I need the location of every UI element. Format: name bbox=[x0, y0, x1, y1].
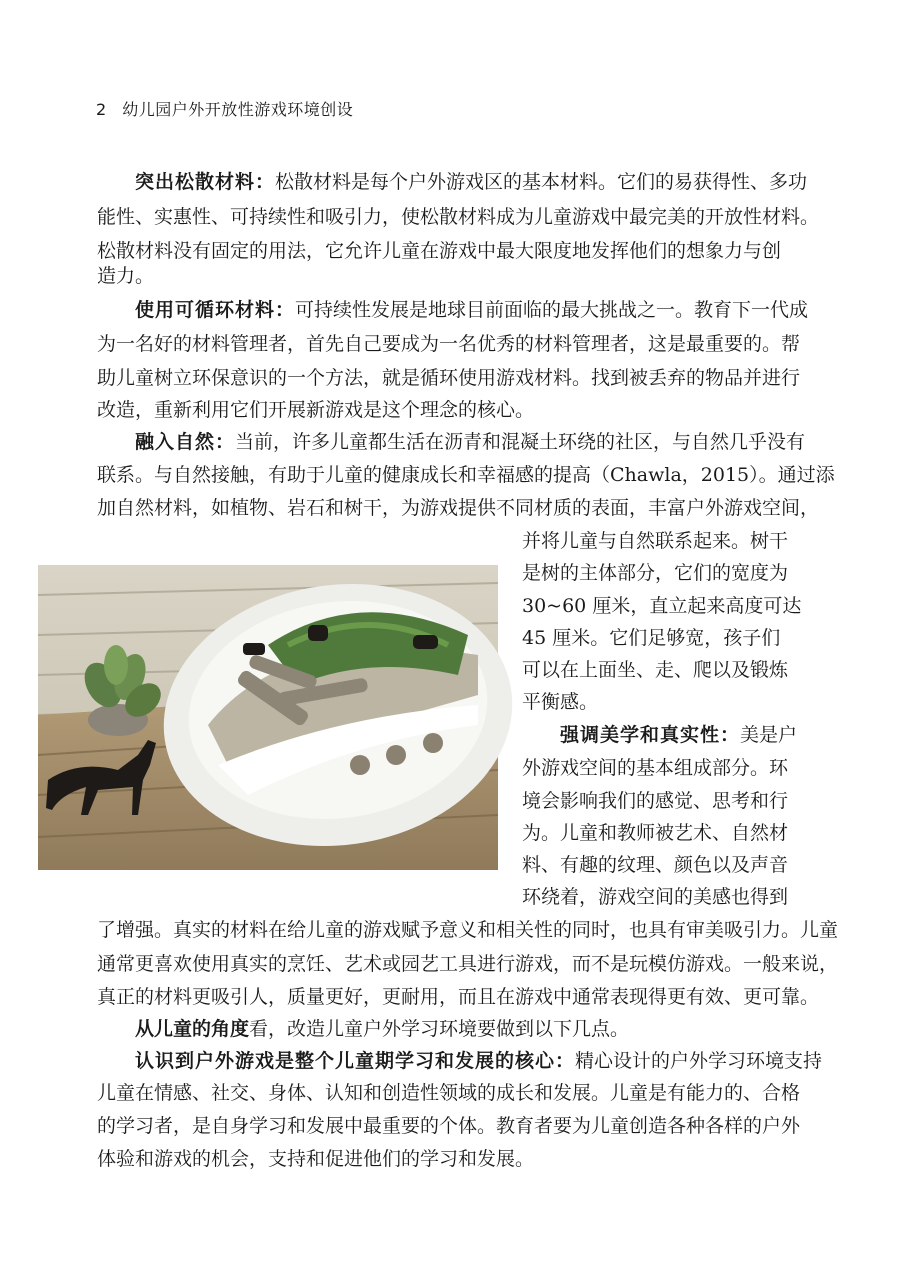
p3-line-2: 联系。与自然接触，有助于儿童的健康成长和幸福感的提高（Chawla，2015）。通过添 bbox=[97, 464, 835, 486]
p2-line-1: 使用可循环材料：可持续性发展是地球目前面临的最大挑战之一。教育下一代成 bbox=[135, 299, 809, 321]
p4-line-6: 环绕着，游戏空间的美感也得到 bbox=[522, 886, 789, 908]
p3-line-5: 是树的主体部分，它们的宽度为 bbox=[522, 562, 789, 584]
p2-keyword: 使用可循环材料： bbox=[135, 299, 296, 321]
p4-line-9: 真正的材料更吸引人，质量更好，更耐用，而且在游戏中通常表现得更有效、更可靠。 bbox=[97, 986, 820, 1008]
p4-line-4: 为。儿童和教师被艺术、自然材 bbox=[522, 822, 789, 844]
p3-line-1: 融入自然：当前，许多儿童都生活在沥青和混凝土环绕的社区，与自然几乎没有 bbox=[135, 431, 806, 453]
book-title: 幼儿园户外开放性游戏环境创设 bbox=[122, 100, 354, 119]
p3-line-6: 30~60 厘米，直立起来高度可达 bbox=[522, 595, 802, 617]
planter-photo bbox=[38, 565, 498, 870]
p5-line-1: 从儿童的角度看，改造儿童户外学习环境要做到以下几点。 bbox=[135, 1018, 630, 1040]
p1-line-2: 能性、实惠性、可持续性和吸引力，使松散材料成为儿童游戏中最完美的开放性材料。 bbox=[97, 206, 820, 228]
p3-line-8: 可以在上面坐、走、爬以及锻炼 bbox=[522, 659, 789, 681]
p3-line-7: 45 厘米。它们足够宽，孩子们 bbox=[522, 627, 781, 649]
p3-line-3: 加自然材料，如植物、岩石和树干，为游戏提供不同材质的表面，丰富户外游戏空间， bbox=[97, 497, 820, 519]
p4-line-7: 了增强。真实的材料在给儿童的游戏赋予意义和相关性的同时，也具有审美吸引力。儿童 bbox=[97, 919, 839, 941]
page-number: 2 bbox=[96, 100, 107, 119]
p2-line-2: 为一名好的材料管理者，首先自己要成为一名优秀的材料管理者，这是最重要的。帮 bbox=[97, 333, 801, 355]
p6-line-3: 的学习者，是自身学习和发展中最重要的个体。教育者要为儿童创造各种各样的户外 bbox=[97, 1115, 801, 1137]
p2-line-4: 改造，重新利用它们开展新游戏是这个理念的核心。 bbox=[97, 399, 535, 421]
p1-line-3: 松散材料没有固定的用法，它允许儿童在游戏中最大限度地发挥他们的想象力与创 bbox=[97, 240, 782, 262]
p3-keyword: 融入自然： bbox=[135, 431, 236, 453]
p4-line-5: 料、有趣的纹理、颜色以及声音 bbox=[522, 854, 789, 876]
p1-line-1: 突出松散材料：松散材料是每个户外游戏区的基本材料。它们的易获得性、多功 bbox=[135, 171, 808, 193]
p3-line-4: 并将儿童与自然联系起来。树干 bbox=[522, 530, 789, 552]
p3-line-9: 平衡感。 bbox=[522, 691, 599, 713]
p6-keyword: 认识到户外游戏是整个儿童期学习和发展的核心： bbox=[135, 1050, 576, 1072]
p2-line-3: 助儿童树立环保意识的一个方法，就是循环使用游戏材料。找到被丢弃的物品并进行 bbox=[97, 367, 801, 389]
p6-line-4: 体验和游戏的机会，支持和促进他们的学习和发展。 bbox=[97, 1148, 535, 1170]
p4-line-2: 外游戏空间的基本组成部分。环 bbox=[522, 757, 789, 779]
p4-line-1: 强调美学和真实性：美是户 bbox=[560, 724, 798, 746]
p5-keyword: 从儿童的角度 bbox=[135, 1018, 250, 1040]
p6-line-1: 认识到户外游戏是整个儿童期学习和发展的核心：精心设计的户外学习环境支持 bbox=[135, 1050, 823, 1072]
running-header bbox=[96, 97, 353, 120]
p1-keyword: 突出松散材料： bbox=[135, 171, 276, 193]
p4-line-3: 境会影响我们的感觉、思考和行 bbox=[522, 790, 789, 812]
p4-line-8: 通常更喜欢使用真实的烹饪、艺术或园艺工具进行游戏，而不是玩模仿游戏。一般来说， bbox=[97, 953, 839, 975]
p1-line-4: 造力。 bbox=[97, 265, 155, 287]
p6-line-2: 儿童在情感、社交、身体、认知和创造性领域的成长和发展。儿童是有能力的、合格 bbox=[97, 1082, 801, 1104]
p4-keyword: 强调美学和真实性： bbox=[560, 724, 741, 746]
